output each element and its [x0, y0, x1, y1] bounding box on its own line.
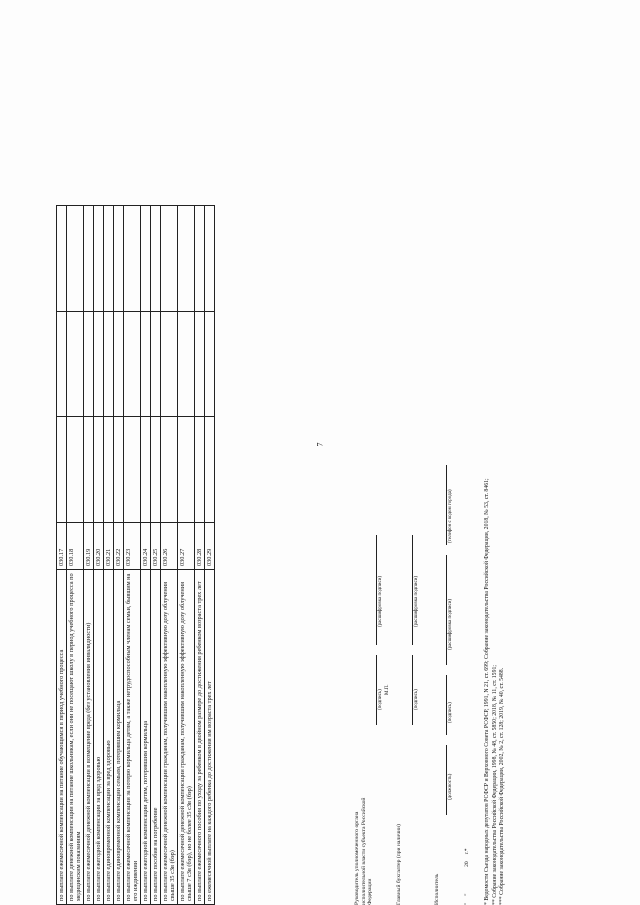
head-signature-caption: (подпись) [378, 689, 383, 710]
row-code: 030.18 [67, 523, 84, 570]
value-cell [141, 311, 151, 417]
rotated-content [44, 205, 544, 905]
value-cell [84, 417, 94, 523]
value-cell [195, 311, 205, 417]
report-table [56, 205, 215, 905]
row-description: по выплате единовременной компенсации за вред здоровью [104, 570, 114, 905]
value-cell [195, 206, 205, 312]
table-row [104, 206, 114, 905]
row-code: 030.20 [94, 523, 104, 570]
value-cell [161, 417, 178, 523]
executor-signature-line [446, 675, 447, 735]
row-description: по выплате ежемесячной денежной компенсации гражданам, получившим накопленную эффективную дозу облучения свыше 7 сЗв (бэр), но не более 35 сЗв (бэр) [178, 570, 195, 905]
row-description: по выплате ежемесячной компенсации на питание обучающимся в период учебного процесса [57, 570, 67, 905]
head-decoding-line [376, 535, 377, 645]
table-row [151, 206, 161, 905]
value-cell [141, 206, 151, 312]
footnote-2: ** Собрание законодательства Российской Федерации, 1998, № 48, ст. 5850; 2018, № 11, ст. 1591; [491, 665, 498, 905]
executor-signature-caption: (подпись) [448, 702, 453, 723]
value-cell [67, 311, 84, 417]
executor-phone-caption: (телефон с кодом города) [448, 489, 453, 543]
table-row [114, 206, 124, 905]
row-code: 030.17 [57, 523, 67, 570]
footnote-3: *** Собрание законодательства Российской Федерации, 2002, № 2, ст. 128; 2019, № 40, ст. 5488. [499, 667, 505, 905]
value-cell [124, 417, 141, 523]
row-description: по выплате ежегодной компенсации детям, потерявшим кормильца [141, 570, 151, 905]
value-cell [114, 417, 124, 523]
table-row [94, 206, 104, 905]
executor-position-caption: (должность) [448, 773, 453, 800]
row-description: по выплате пособия на погребение [151, 570, 161, 905]
table-row [178, 206, 195, 905]
row-code: 030.29 [205, 523, 215, 570]
value-cell [151, 417, 161, 523]
value-cell [104, 417, 114, 523]
value-cell [114, 311, 124, 417]
value-cell [151, 311, 161, 417]
value-cell [94, 311, 104, 417]
row-code: 030.26 [161, 523, 178, 570]
table-row [57, 206, 67, 905]
row-description: по выплате ежемесячной денежной компенсации в возмещение вреда (без установления инвалидности) [84, 570, 94, 905]
value-cell [84, 311, 94, 417]
accountant-label: Главный бухгалтер (при наличии) [396, 824, 402, 905]
executor-decoding-caption: (расшифровка подписи) [448, 598, 453, 650]
value-cell [205, 311, 215, 417]
head-decoding-caption: (расшифровка подписи) [378, 575, 383, 627]
report-table-body [57, 206, 215, 905]
value-cell [178, 417, 195, 523]
row-code: 030.23 [124, 523, 141, 570]
executor-label: Исполнитель [434, 873, 440, 905]
row-code: 030.19 [84, 523, 94, 570]
stamp-place: М.П. [385, 684, 390, 695]
value-cell [141, 417, 151, 523]
row-description: по выплате ежегодной компенсации за вред здоровью [94, 570, 104, 905]
value-cell [161, 206, 178, 312]
table-row [195, 206, 205, 905]
footnotes [484, 205, 507, 905]
row-code: 030.21 [104, 523, 114, 570]
value-cell [195, 417, 205, 523]
table-row [141, 206, 151, 905]
value-cell [104, 206, 114, 312]
row-code: 030.22 [114, 523, 124, 570]
table-row [161, 206, 178, 905]
row-code: 030.25 [151, 523, 161, 570]
value-cell [178, 206, 195, 312]
value-cell [161, 311, 178, 417]
page-number: 7 [315, 442, 325, 447]
executor-phone-line [446, 465, 447, 545]
accountant-signature-caption: (подпись) [414, 689, 419, 710]
value-cell [124, 311, 141, 417]
table-row [205, 206, 215, 905]
value-cell [57, 206, 67, 312]
value-cell [114, 206, 124, 312]
date-line: " " 20 г.* [464, 848, 470, 905]
value-cell [84, 206, 94, 312]
value-cell [104, 311, 114, 417]
accountant-signature-line [412, 655, 413, 725]
accountant-decoding-caption: (расшифровка подписи) [414, 575, 419, 627]
value-cell [205, 206, 215, 312]
value-cell [94, 206, 104, 312]
value-cell [151, 206, 161, 312]
value-cell [57, 311, 67, 417]
accountant-decoding-line [412, 535, 413, 645]
value-cell [57, 417, 67, 523]
executor-position-line [446, 745, 447, 815]
table-row [124, 206, 141, 905]
row-code: 030.27 [178, 523, 195, 570]
executor-decoding-line [446, 555, 447, 665]
row-description: по выплате ежемесячной денежной компенсации гражданам, получившим накопленную эффективную дозу облучения свыше 35 сЗв (бэр) [161, 570, 178, 905]
footnote-1: * Ведомости Съезда народных депутатов РСФСР и Верховного Совета РСФСР, 1991, N 21, ст. 699; Собрание законодательства Российской Федерации, 2018, № 53, ст. 8461; [484, 478, 490, 905]
row-code: 030.24 [141, 523, 151, 570]
row-description: по выплате ежемесячного пособия по уходу за ребенком в двойном размере до достижения ребенком возраста трех лет [195, 570, 205, 905]
table-row [84, 206, 94, 905]
row-code: 030.28 [195, 523, 205, 570]
row-description: по выплате единовременной компенсации семьям, потерявшим кормильца [114, 570, 124, 905]
head-label: Руководитель уполномоченного органа исполнительной власти субъекта Российской Федерации [354, 797, 373, 905]
value-cell [94, 417, 104, 523]
head-signature-line [376, 655, 377, 725]
row-description: по выплате денежной компенсации на питание школьникам, если они не посещают школу в период учебного процесса по медицинским показаниям [67, 570, 84, 905]
value-cell [124, 206, 141, 312]
table-row [67, 206, 84, 905]
row-description: по выплате ежемесячной компенсации за потерю кормильца детям, а также нетрудоспособным членам семьи, бывшим на его иждивении [124, 570, 141, 905]
value-cell [205, 417, 215, 523]
value-cell [67, 206, 84, 312]
value-cell [178, 311, 195, 417]
value-cell [67, 417, 84, 523]
row-description: по ежемесячной выплате на каждого ребенка до достижения им возраста трех лет [205, 570, 215, 905]
